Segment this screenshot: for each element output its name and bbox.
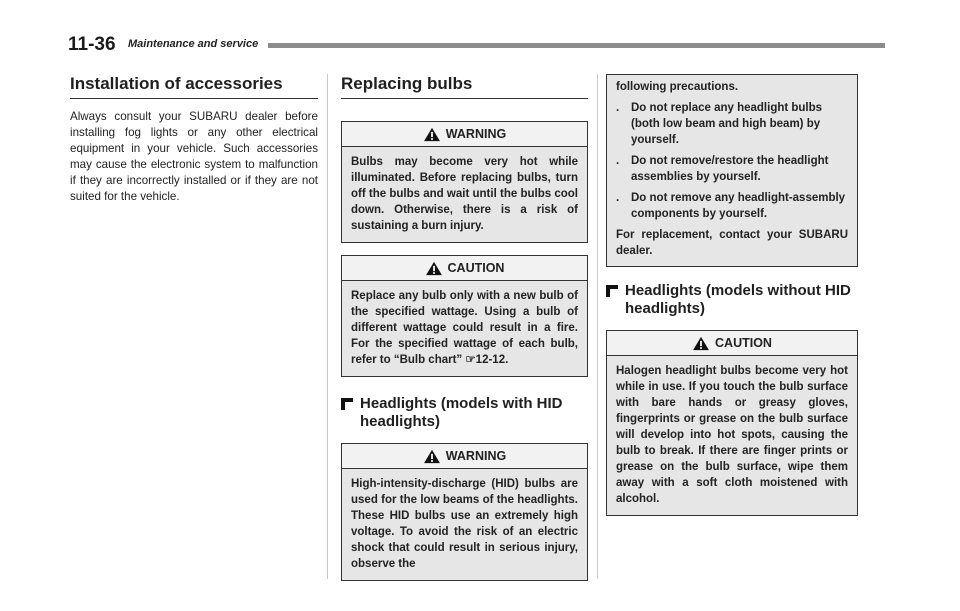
continued-intro: following precautions. <box>616 81 739 93</box>
list-item <box>616 190 848 222</box>
warning-triangle-icon <box>423 449 441 464</box>
continued-warning <box>606 74 858 267</box>
precaution-list <box>616 100 848 222</box>
list-item <box>616 153 848 185</box>
caution-text: Replace any bulb only with a new bulb of the specified wattage. Using a bulb of different wattage could result in a fire. For the specified wattage of each bulb, refer to “Bulb chart” ☞12-12. <box>342 281 587 376</box>
caution-box <box>341 255 588 377</box>
page-header <box>68 34 885 54</box>
caution-label: CAUTION <box>447 261 505 275</box>
caution-label: CAUTION <box>715 336 772 350</box>
header-rule <box>268 43 885 48</box>
non-hid-subsection <box>606 282 858 318</box>
installation-heading: Installation of accessories <box>70 74 318 99</box>
warning-header <box>342 122 587 147</box>
caution-text: Halogen headlight bulbs become very hot while in use. If you touch the bulb surface with bare hands or greasy gloves, fingerprints or grease on the bulb surface will develop into hot spots, causing the bulb to break. If there are finger prints or grease on the bulb surface, wipe them away with a soft cloth moistened with alcohol. <box>607 356 857 515</box>
warning-box <box>341 443 588 581</box>
closing-text: For replacement, contact your SUBARU dealer. <box>616 229 848 257</box>
column-divider <box>327 74 328 579</box>
column-replacing-bulbs <box>341 74 588 581</box>
column-installation <box>70 74 318 205</box>
warning-text: Bulbs may become very hot while illuminated. Before replacing bulbs, turn off the bulbs and wait until the bulbs cool down. Otherwise, there is a risk of sustaining a burn injury. <box>342 147 587 242</box>
page-number: 11-36 <box>68 34 116 55</box>
warning-header <box>342 444 587 469</box>
section-mark-icon <box>341 398 353 410</box>
caution-header <box>607 331 857 356</box>
caution-header <box>342 256 587 281</box>
bullet-marker: . <box>616 102 620 114</box>
replacing-bulbs-heading: Replacing bulbs <box>341 74 588 99</box>
section-title: Maintenance and service <box>128 38 259 50</box>
bullet-marker: . <box>616 155 620 167</box>
caution-box <box>606 330 858 516</box>
warning-text: High-intensity-discharge (HID) bulbs are used for the low beams of the headlights. These HID bulbs use an extremely high voltage. To avoid the risk of an electric shock that could result in serious injury, observe the <box>342 469 587 580</box>
warning-box <box>341 121 588 243</box>
column-continued <box>606 74 858 516</box>
warning-label: WARNING <box>445 449 507 463</box>
list-item-text: Do not remove/restore the headlight assemblies by yourself. <box>631 155 829 183</box>
bullet-marker: . <box>616 192 620 204</box>
hid-subsection-title: Headlights (models with HID headlights) <box>360 395 563 430</box>
warning-label: WARNING <box>445 127 507 141</box>
warning-triangle-icon <box>423 127 441 142</box>
list-item <box>616 100 848 148</box>
warning-triangle-icon <box>692 336 710 351</box>
section-mark-icon <box>606 285 618 297</box>
list-item-text: Do not remove any headlight-assembly components by yourself. <box>631 192 846 220</box>
hid-subsection <box>341 395 588 431</box>
non-hid-subsection-title: Headlights (models without HID headlights) <box>625 282 851 317</box>
list-item-text: Do not replace any headlight bulbs (both low beam and high beam) by yourself. <box>631 102 823 146</box>
installation-paragraph: Always consult your SUBARU dealer before installing fog lights or any other electrical equipment in your vehicle. Such accessories may cause the electronic system to malfunction if they are incorrectly installed or if they are not suited for the vehicle. <box>70 110 318 203</box>
warning-triangle-icon <box>425 261 443 276</box>
column-divider <box>597 74 598 579</box>
